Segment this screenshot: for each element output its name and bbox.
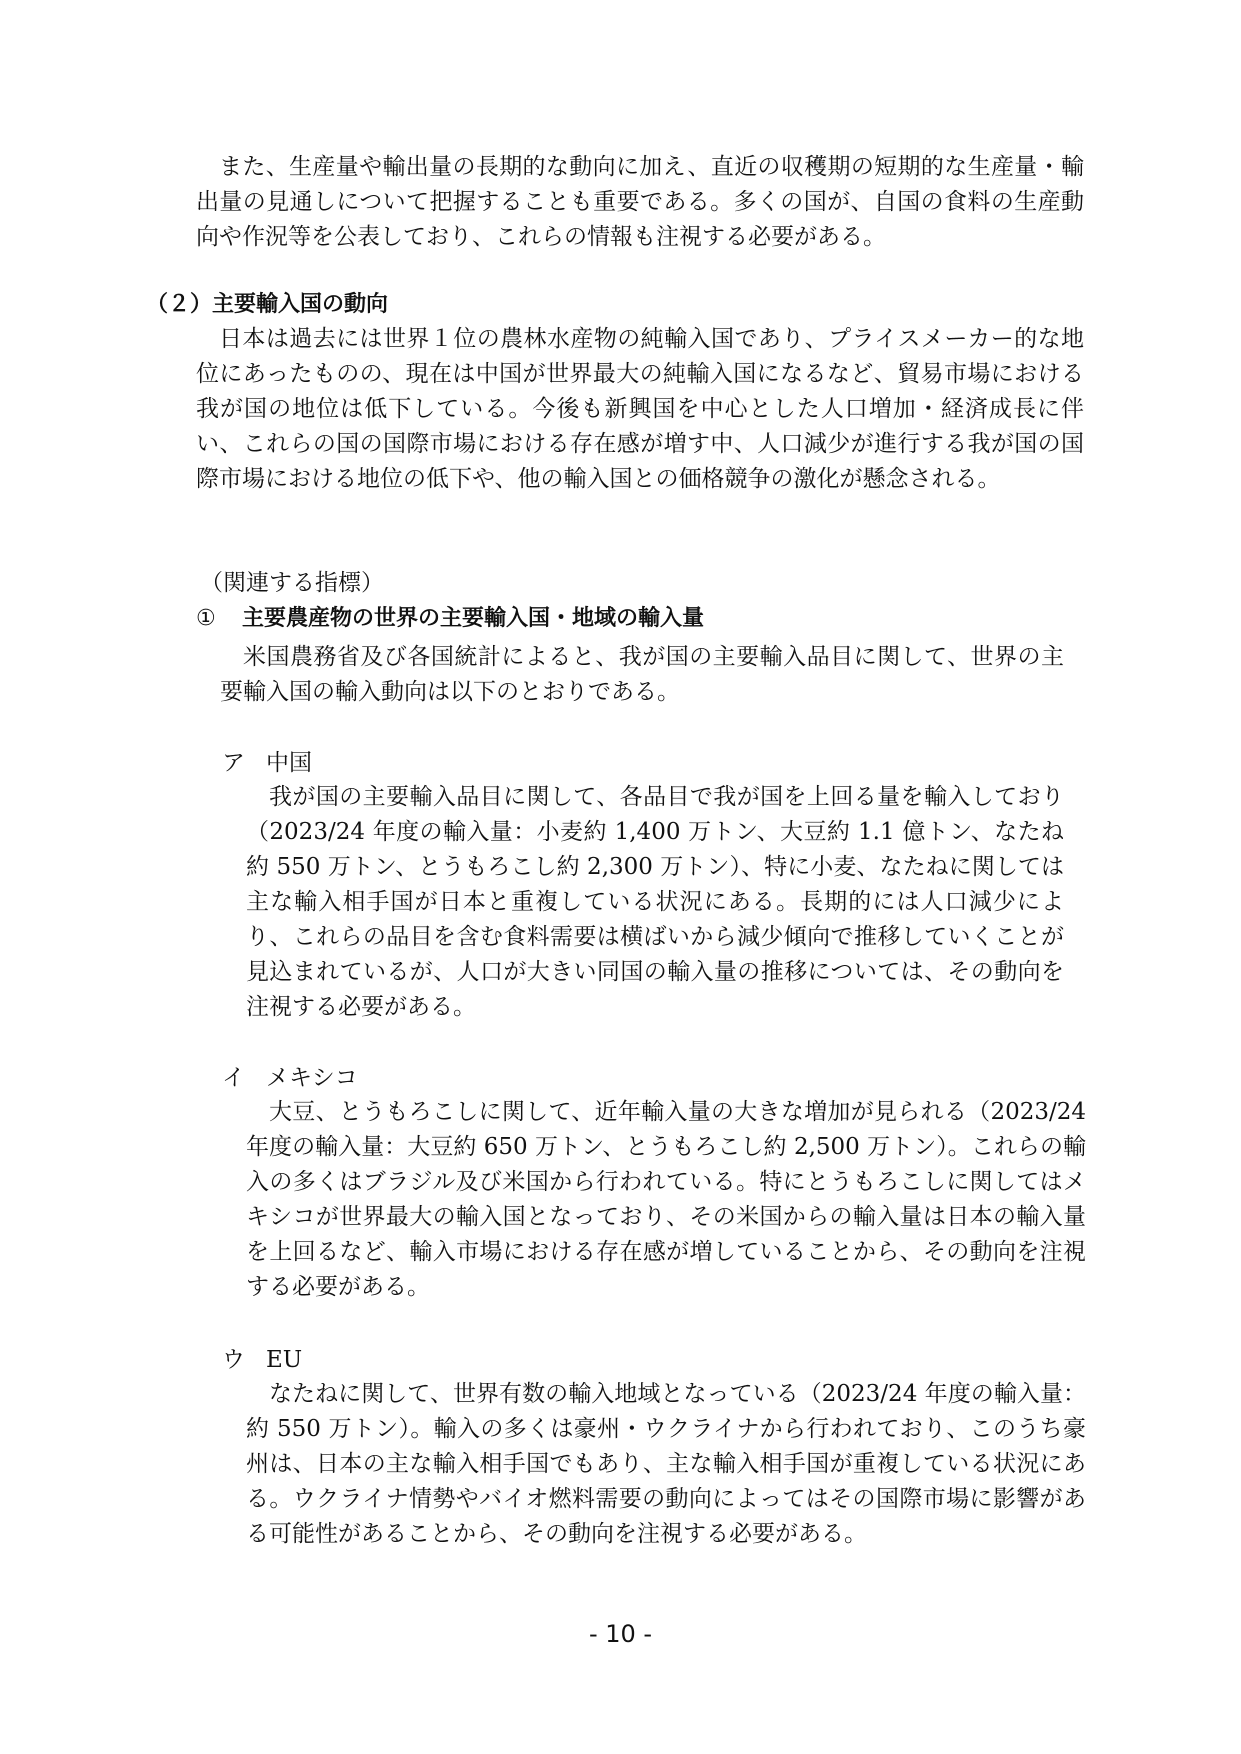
subsection-name: EU	[266, 1347, 303, 1373]
intro-paragraph	[196, 150, 1084, 255]
subsection-body-china	[246, 780, 1064, 1025]
subsection-heading-mexico	[222, 1063, 358, 1093]
item-title: 主要農産物の世界の主要輸入国・地域の輸入量	[242, 606, 705, 631]
subsection-letter: ウ	[222, 1347, 245, 1373]
section-body	[196, 322, 1084, 497]
subsection-text: 大豆、とうもろこしに関して、近年輸入量の大きな増加が見られる（2023/24 年度の輸入量：大豆約 650 万トン、とうもろこし約 2,500 万トン）。これらの輸入の多くはブラジル及び米国から行われている。特にとうもろこしに関してはメキシコが世界最大の輸入国となっており、その米国からの輸入量は日本の輸入量を上回るなど、輸入市場における存在感が増していることから、その動向を注視する必要がある。	[246, 1099, 1086, 1300]
item-marker: ①	[196, 606, 216, 631]
subsection-name: メキシコ	[266, 1065, 358, 1091]
indicators-label: （関連する指標）	[200, 570, 384, 596]
subsection-text: 我が国の主要輸入品目に関して、各品目で我が国を上回る量を輸入しており（2023/24 年度の輸入量：小麦約 1,400 万トン、大豆約 1.1 億トン、なたね約 550 万トン、とうもろこし約 2,300 万トン）、特に小麦、なたねに関しては主な輸入相手国が日本と重複している状況にある。長期的には人口減少により、これらの品目を含む食料需要は横ばいから減少傾向で推移していくことが見込まれているが、人口が大きい同国の輸入量の推移については、その動向を注視する必要がある。	[246, 784, 1065, 1020]
item-body-text: 米国農務省及び各国統計によると、我が国の主要輸入品目に関して、世界の主要輸入国の輸入動向は以下のとおりである。	[220, 644, 1064, 705]
subsection-text: なたねに関して、世界有数の輸入地域となっている（2023/24 年度の輸入量：約 550 万トン）。輸入の多くは豪州・ウクライナから行われており、このうち豪州は、日本の主な輸入相手国でもあり、主な輸入相手国が重複している状況にある。ウクライナ情勢やバイオ燃料需要の動向によってはその国際市場に影響がある可能性があることから、その動向を注視する必要がある。	[246, 1381, 1086, 1547]
subsection-body-mexico	[246, 1095, 1086, 1305]
subsection-letter: ア	[222, 750, 245, 776]
item-body	[220, 640, 1064, 710]
section-body-text: 日本は過去には世界１位の農林水産物の純輸入国であり、プライスメーカー的な地位にあったものの、現在は中国が世界最大の純輸入国になるなど、貿易市場における我が国の地位は低下している。今後も新興国を中心とした人口増加・経済成長に伴い、これらの国の国際市場における存在感が増す中、人口減少が進行する我が国の国際市場における地位の低下や、他の輸入国との価格競争の激化が懸念される。	[196, 326, 1084, 492]
subsection-heading-eu	[222, 1345, 302, 1375]
item-heading	[196, 604, 704, 634]
subsection-heading-china	[222, 748, 312, 778]
page-number: - 10 -	[588, 1620, 653, 1648]
intro-text: また、生産量や輸出量の長期的な動向に加え、直近の収穫期の短期的な生産量・輸出量の見通しについて把握することも重要である。多くの国が、自国の食料の生産動向や作況等を公表しており、これらの情報も注視する必要がある。	[196, 154, 1084, 250]
subsection-letter: イ	[222, 1065, 245, 1091]
subsection-body-eu	[246, 1377, 1086, 1552]
section-heading: （２）主要輸入国の動向	[146, 292, 389, 317]
subsection-name: 中国	[266, 750, 312, 776]
